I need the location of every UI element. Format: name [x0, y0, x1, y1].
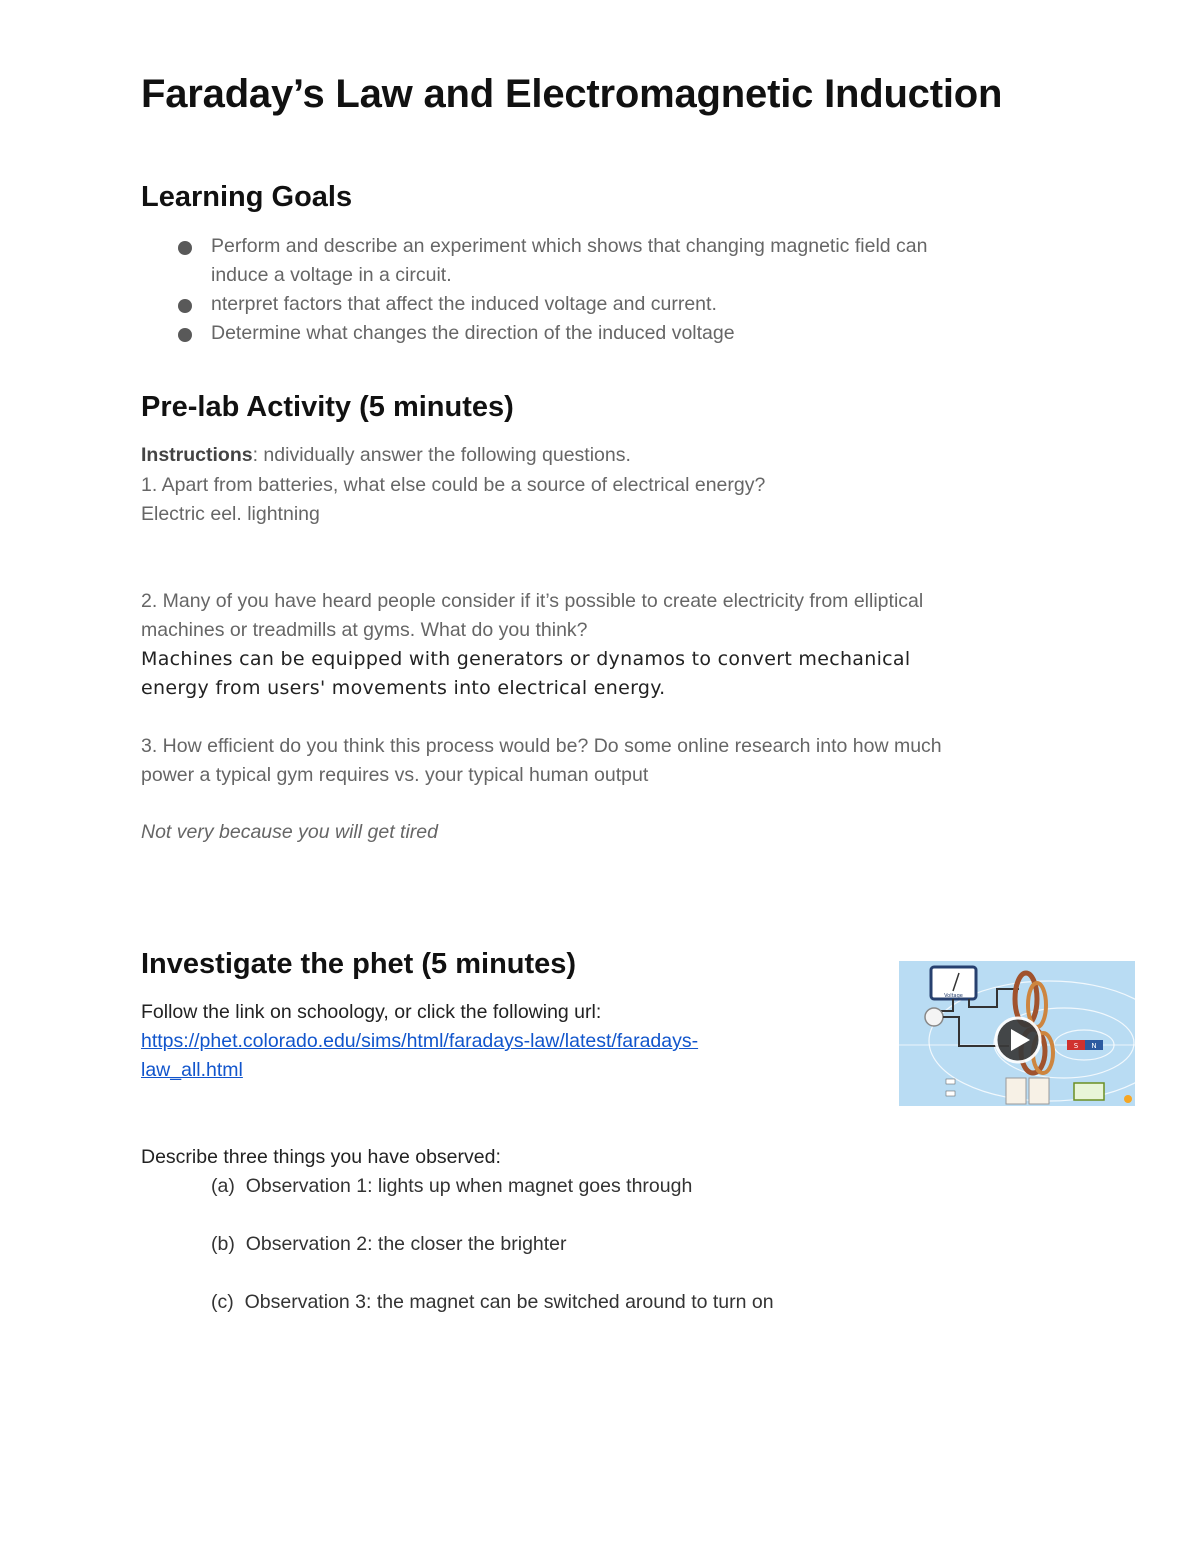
- list-item: Perform and describe an experiment which shows that changing magnetic field can induce a voltage in a circuit.: [141, 232, 1041, 290]
- question-2-line-1: 2. Many of you have heard people consider if it’s possible to create electricity from elliptical: [141, 590, 924, 612]
- simulation-illustration: [899, 961, 1135, 1106]
- phet-url-link-line-2[interactable]: law_all.html: [141, 1059, 243, 1081]
- question-2-line-2: machines or treadmills at gyms. What do you think?: [141, 619, 588, 641]
- bullet-icon: [178, 299, 192, 313]
- observation-b: [211, 1230, 567, 1259]
- observation-text: Observation 3: the magnet can be switched around to turn on: [244, 1291, 774, 1313]
- bullet-icon: [178, 328, 192, 342]
- observation-text: Observation 2: the closer the brighter: [245, 1233, 567, 1255]
- observation-marker: (c): [211, 1291, 234, 1313]
- one-coil-button-icon: [1006, 1078, 1026, 1104]
- answer-2-line-2: energy from users' movements into electrical energy.: [141, 677, 666, 699]
- phet-url-link-line-1[interactable]: https://phet.colorado.edu/sims/html/faradays-law/latest/faradays-: [141, 1030, 699, 1052]
- learning-goals-heading: Learning Goals: [141, 181, 353, 213]
- bullet-icon: [178, 241, 192, 255]
- answer-2-line-1: Machines can be equipped with generators or dynamos to convert mechanical: [141, 648, 911, 670]
- observation-c: [211, 1288, 774, 1317]
- answer-3: Not very because you will get tired: [141, 821, 438, 843]
- flip-magnet-button-icon: [1074, 1083, 1104, 1100]
- instructions-label: Instructions: [141, 444, 253, 466]
- instructions: [141, 441, 631, 470]
- phet-heading: Investigate the phet (5 minutes): [141, 948, 577, 980]
- observation-marker: (b): [211, 1233, 235, 1255]
- question-3-line-1: 3. How efficient do you think this process would be? Do some online research into how much: [141, 735, 942, 757]
- instructions-text: : ndividually answer the following questions.: [252, 444, 631, 466]
- prelab-heading: Pre-lab Activity (5 minutes): [141, 391, 514, 423]
- magnet-label-n: N: [1091, 1042, 1097, 1050]
- phet-logo-icon: [1124, 1095, 1132, 1103]
- list-item: nterpret factors that affect the induced voltage and current.: [141, 290, 1041, 319]
- voltmeter-label: Voltage: [944, 993, 963, 999]
- answer-1: Electric eel. lightning: [141, 503, 320, 525]
- light-bulb-icon: [925, 1008, 943, 1026]
- phet-simulation-thumbnail[interactable]: [899, 961, 1135, 1106]
- page-title: Faraday’s Law and Electromagnetic Induction: [141, 72, 1003, 116]
- question-3-line-2: power a typical gym requires vs. your typical human output: [141, 764, 649, 786]
- observation-marker: (a): [211, 1175, 235, 1197]
- describe-text: Describe three things you have observed:: [141, 1146, 501, 1168]
- magnet-label-s: S: [1073, 1042, 1079, 1050]
- question-1: 1. Apart from batteries, what else could be a source of electrical energy?: [141, 474, 766, 496]
- two-coil-button-icon: [1029, 1078, 1049, 1104]
- observation-a: [211, 1172, 692, 1201]
- learning-goals-list: [141, 232, 1041, 348]
- observation-text: Observation 1: lights up when magnet goes through: [245, 1175, 693, 1197]
- follow-text: Follow the link on schoology, or click the following url:: [141, 1001, 602, 1023]
- list-item: Determine what changes the direction of the induced voltage: [141, 319, 1041, 348]
